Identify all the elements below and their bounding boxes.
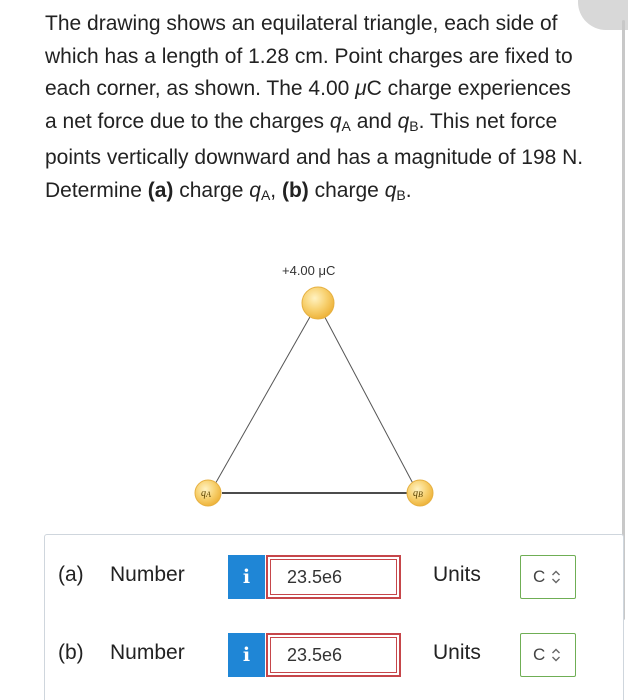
- updown-chevron-icon: [551, 569, 561, 585]
- triangle-right-side: [320, 308, 418, 493]
- info-icon: i: [242, 644, 251, 666]
- triangle-svg: [0, 250, 628, 530]
- number-input-a-value[interactable]: 23.5e6: [270, 559, 397, 595]
- answer-panel: [44, 534, 624, 700]
- charge-qA-label: qA: [201, 488, 211, 499]
- part-b-label: (b): [58, 641, 84, 664]
- units-select-a-value: C: [533, 567, 546, 586]
- answer-row-a: [45, 552, 623, 602]
- info-button-b[interactable]: [228, 633, 265, 677]
- number-input-a[interactable]: [266, 555, 401, 599]
- units-select-b[interactable]: [520, 633, 576, 677]
- corner-overlay: [578, 0, 628, 30]
- info-icon: i: [242, 566, 251, 588]
- units-select-b-value: C: [533, 645, 546, 664]
- number-label-b: Number: [110, 641, 185, 664]
- part-a-label: (a): [58, 563, 84, 586]
- units-label-b: Units: [433, 641, 481, 664]
- updown-chevron-icon: [551, 647, 561, 663]
- info-button-a[interactable]: [228, 555, 265, 599]
- triangle-diagram: [0, 250, 628, 530]
- units-label-a: Units: [433, 563, 481, 586]
- units-select-a[interactable]: [520, 555, 576, 599]
- number-label-a: Number: [110, 563, 185, 586]
- top-charge-label: +4.00 μC: [282, 263, 336, 278]
- top-charge: [302, 287, 334, 319]
- charge-qB-label: qB: [413, 488, 423, 499]
- problem-statement: The drawing shows an equilateral triangle, each side of which has a length of 1.28 cm. Point charges are fixed to each corner, as shown. The 4.00 μC charge experiences a net force due to the charges $q_A$ and $q_B$. This net force points vertically downward and has a magnitude of 198 N. Determine (a) charge $q_A$, (b) charge $q_B$.: [45, 12, 584, 203]
- answer-row-b: [45, 630, 623, 680]
- triangle-left-side: [210, 308, 315, 493]
- number-input-b[interactable]: [266, 633, 401, 677]
- number-input-b-value[interactable]: 23.5e6: [270, 637, 397, 673]
